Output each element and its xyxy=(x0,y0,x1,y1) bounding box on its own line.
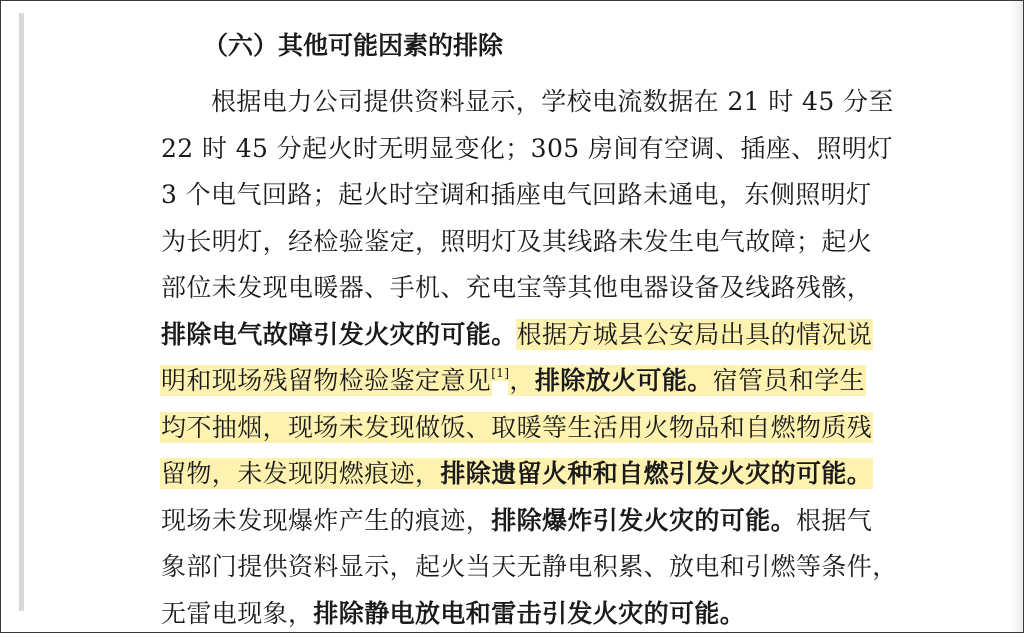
text-line xyxy=(161,405,891,452)
text-span: 根据气 xyxy=(796,506,872,535)
bold-text: 排除静电放电和雷击引发火灾的可能。 xyxy=(313,599,745,628)
text-span: 为长明灯，经检验鉴定，照明灯及其线路未发生电气故障；起火 xyxy=(161,227,872,256)
text-line xyxy=(161,358,891,405)
text-line xyxy=(161,451,891,498)
text-line xyxy=(161,498,891,545)
citation-ref: [1] xyxy=(491,366,509,380)
highlighted-text: 均不抽烟，现场未发现做饭、取暖等生活用火物品和自燃物质残 xyxy=(161,413,872,442)
document-body xyxy=(161,27,891,637)
text-line xyxy=(161,219,891,266)
text-line xyxy=(161,265,891,312)
text-line xyxy=(161,312,891,359)
bold-text: 排除爆炸引发火灾的可能。 xyxy=(491,506,796,535)
highlighted-text: 留物，未发现阴燃痕迹， xyxy=(161,459,440,488)
text-line xyxy=(161,79,891,126)
text-span: 无雷电现象， xyxy=(161,599,313,628)
page-edge-shade xyxy=(1009,1,1023,632)
paragraph xyxy=(161,79,891,637)
text-line xyxy=(161,126,891,173)
bold-text: 排除电气故障引发火灾的可能。 xyxy=(161,320,517,349)
text-line xyxy=(161,544,891,591)
text-line xyxy=(161,591,891,637)
text-span: 现场未发现爆炸产生的痕迹， xyxy=(161,506,491,535)
highlighted-text: 宿管员和学生 xyxy=(713,366,865,395)
text-span: 22 时 45 分起火时无明显变化；305 房间有空调、插座、照明灯 xyxy=(161,134,893,163)
highlighted-text: ， xyxy=(509,366,534,395)
highlighted-text: 排除放火可能。 xyxy=(535,366,713,395)
text-line xyxy=(161,172,891,219)
section-heading: （六）其他可能因素的排除 xyxy=(203,27,891,65)
highlighted-text: 根据方城县公安局出具的情况说 xyxy=(517,320,873,349)
text-span: 部位未发现电暖器、手机、充电宝等其他电器设备及线路残骸， xyxy=(161,273,872,302)
left-margin-rule xyxy=(19,13,24,611)
highlighted-text: 排除遗留火种和自燃引发火灾的可能。 xyxy=(440,459,872,488)
text-span: 根据电力公司提供资料显示，学校电流数据在 21 时 45 分至 xyxy=(211,87,894,116)
text-span: 3 个电气回路；起火时空调和插座电气回路未通电，东侧照明灯 xyxy=(161,180,871,209)
text-span: 象部门提供资料显示，起火当天无静电积累、放电和引燃等条件， xyxy=(161,552,898,581)
highlighted-text: 明和现场残留物检验鉴定意见 xyxy=(161,366,491,395)
